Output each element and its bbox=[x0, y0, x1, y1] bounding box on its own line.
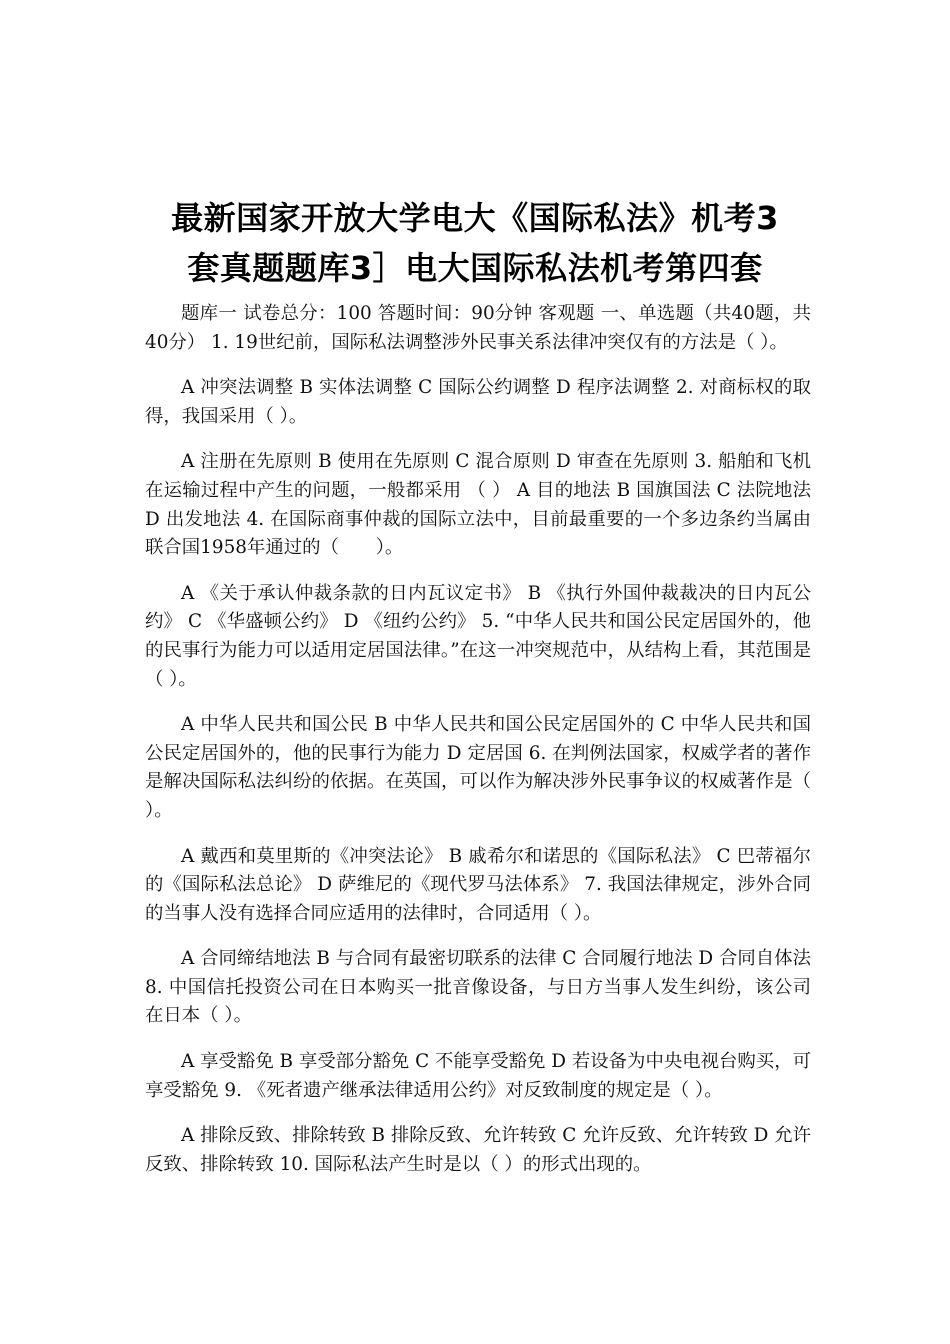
paragraph-9: A 排除反致、排除转致 B 排除反致、允许转致 C 允许反致、允许转致 D 允许反致、排除转致 10. 国际私法产生时是以（ ）的形式出现的。 bbox=[145, 1125, 811, 1175]
paragraph-6: A 戴西和莫里斯的《冲突法论》 B 戚希尔和诺思的《国际私法》 C 巴蒂福尔的《国际私法总论》 D 萨维尼的《现代罗马法体系》 7. 我国法律规定，涉外合同的当事人没有选择合同应适用的法律时，合同适用（ ）。 bbox=[145, 845, 811, 924]
title-line-1: 最新国家开放大学电大《国际私法》机考3 bbox=[171, 199, 779, 237]
document-title bbox=[100, 193, 850, 293]
paragraph-5: A 中华人民共和国公民 B 中华人民共和国公民定居国外的 C 中华人民共和国公民定居国外的，他的民事行为能力 D 定居国 6. 在判例法国家，权威学者的著作是解决国际私法纠纷的依据。在英国，可以作为解决涉外民事争议的权威著作是（ ）。 bbox=[145, 714, 811, 821]
paragraph-3: A 注册在先原则 B 使用在先原则 C 混合原则 D 审查在先原则 3. 船舶和飞机在运输过程中产生的问题，一般都采用 （ ） A 目的地法 B 国旗国法 C 法院地法 D 出发地法 4. 在国际商事仲裁的国际立法中，目前最重要的一个多边条约当属由联合国1958年通过的（ ）。 bbox=[145, 451, 811, 559]
paragraph-8: A 享受豁免 B 享受部分豁免 C 不能享受豁免 D 若设备为中央电视台购买，可享受豁免 9. 《死者遗产继承法律适用公约》对反致制度的规定是（ ）。 bbox=[145, 1051, 811, 1101]
paragraph-7: A 合同缔结地法 B 与合同有最密切联系的法律 C 合同履行地法 D 合同自体法 8. 中国信托投资公司在日本购买一批音像设备，与日方当事人发生纠纷，该公司在日本（ ）。 bbox=[145, 948, 811, 1027]
document-body bbox=[145, 300, 811, 1179]
title-line-2: 套真题题库3］电大国际私法机考第四套 bbox=[187, 249, 763, 287]
paragraph-2: A 冲突法调整 B 实体法调整 C 国际公约调整 D 程序法调整 2. 对商标权的取得，我国采用（ ）。 bbox=[145, 377, 811, 427]
paragraph-4: A 《关于承认仲裁条款的日内瓦议定书》 B 《执行外国仲裁裁决的日内瓦公约》 C 《华盛顿公约》 D 《纽约公约》 5. “中华人民共和国公民定居国外的，他的民事行为能力可以适用定居国法律。”在这一冲突规范中，从结构上看，其范围是（ ）。 bbox=[145, 582, 811, 690]
paragraph-1: 题库一 试卷总分：100 答题时间：90分钟 客观题 一、单选题（共40题，共40分） 1. 19世纪前，国际私法调整涉外民事关系法律冲突仅有的方法是（ ）。 bbox=[145, 303, 811, 353]
